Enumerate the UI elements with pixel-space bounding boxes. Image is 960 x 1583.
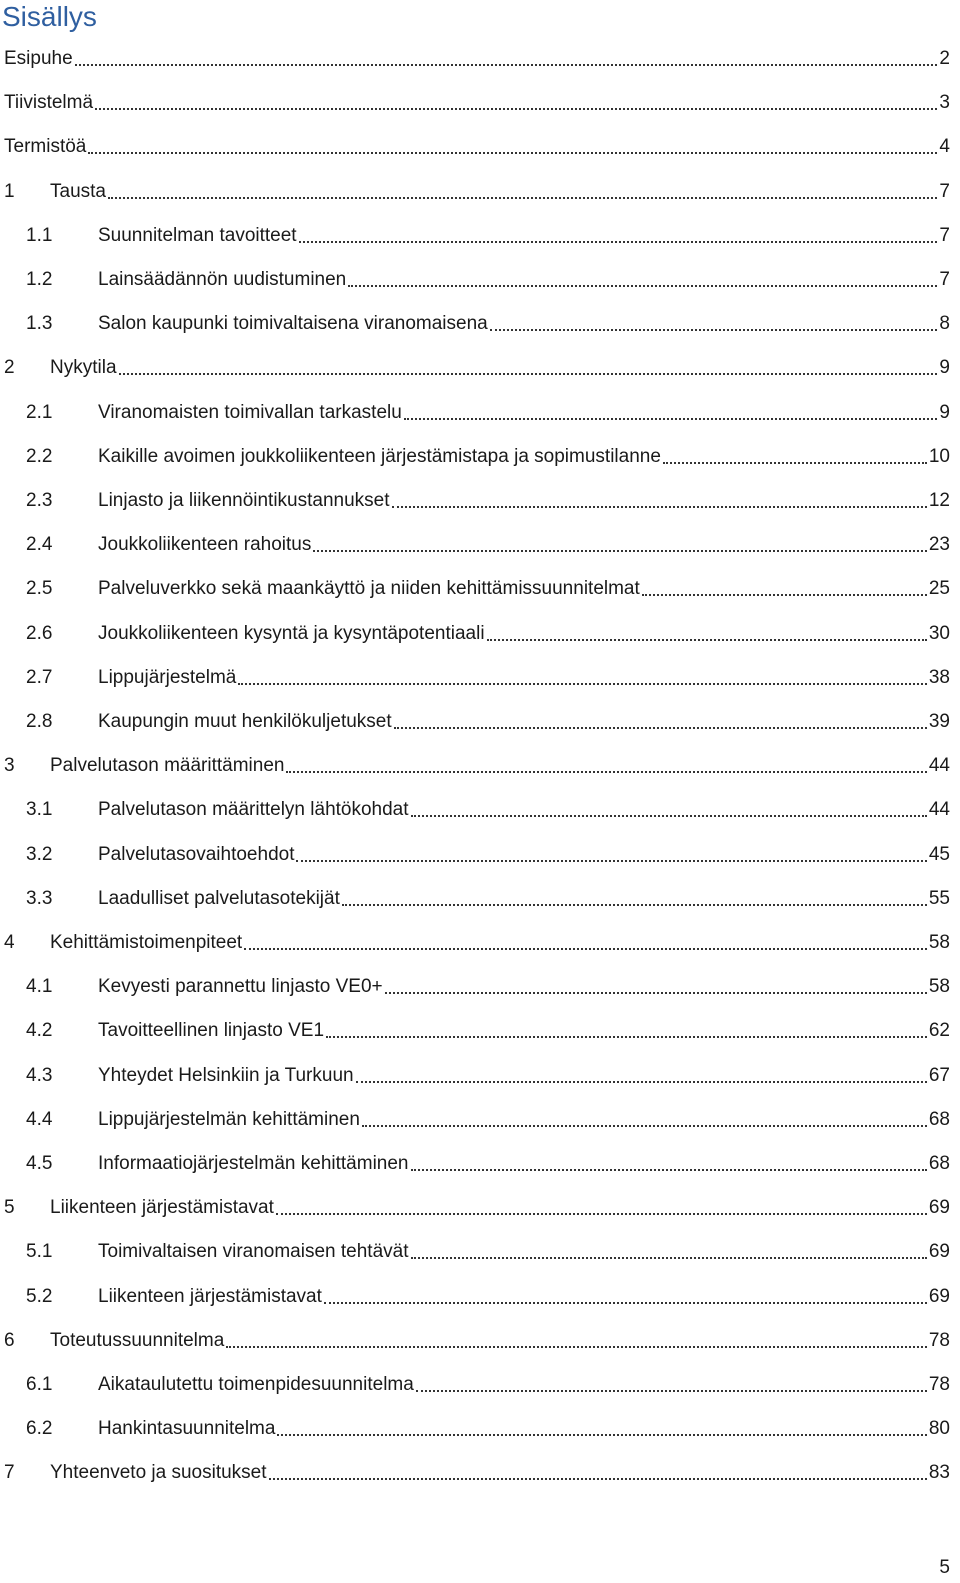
toc-entry-number: 2.4: [26, 534, 53, 556]
toc-entry-title: Liikenteen järjestämistavat: [98, 1285, 322, 1307]
toc-entry-page: 44: [928, 755, 950, 777]
toc-entry[interactable]: [0, 219, 960, 253]
toc-entry-number: 4.5: [26, 1153, 53, 1174]
toc-entry[interactable]: [0, 440, 960, 474]
dot-leader: [286, 754, 926, 778]
dot-leader: [342, 887, 927, 911]
toc-entry-number: 1.3: [26, 313, 53, 335]
dot-leader: [313, 533, 927, 557]
toc-entry-title: Hankintasuunnitelma: [98, 1418, 276, 1440]
toc-entry-page: 23: [928, 534, 950, 556]
toc-entry-page: 62: [928, 1020, 950, 1042]
toc-entry-number: 5.2: [26, 1285, 53, 1307]
toc-entry-page: 58: [928, 932, 950, 953]
dot-leader: [326, 1019, 927, 1043]
dot-leader: [95, 91, 937, 115]
toc-entry-page: 25: [928, 578, 950, 600]
dot-leader: [362, 1108, 927, 1132]
dot-leader: [276, 1196, 927, 1220]
dot-leader: [356, 1064, 927, 1088]
toc-entry[interactable]: [0, 838, 960, 872]
toc-entry-number: 1.2: [26, 269, 53, 290]
toc-entry[interactable]: [0, 1103, 960, 1137]
toc-entry-title: Joukkoliikenteen rahoitus: [98, 534, 312, 556]
dot-leader: [108, 180, 937, 204]
dot-leader: [226, 1329, 927, 1353]
toc-entry[interactable]: [0, 970, 960, 1004]
toc-entry[interactable]: [0, 617, 960, 651]
toc-entry[interactable]: [0, 484, 960, 518]
dot-leader: [487, 622, 927, 646]
toc-entry-page: 7: [939, 269, 950, 290]
dot-leader: [411, 798, 927, 822]
toc-entry-number: 4.1: [26, 976, 53, 998]
toc-entry[interactable]: [0, 1324, 960, 1358]
toc-entry-title: Esipuhe: [4, 48, 73, 69]
toc-entry-page: 2: [939, 48, 950, 69]
toc-entry-title: Aikataulutettu toimenpidesuunnitelma: [98, 1374, 414, 1395]
dot-leader: [411, 1152, 927, 1176]
toc-entry-page: 78: [928, 1329, 950, 1351]
toc-entry-number: 6.1: [26, 1374, 53, 1395]
toc-entry-number: 3.2: [26, 843, 53, 865]
dot-leader: [269, 1461, 927, 1485]
toc-entry-page: 9: [939, 357, 950, 379]
toc-entry[interactable]: [0, 749, 960, 783]
toc-entry-page: 30: [928, 622, 950, 644]
toc-entry[interactable]: [0, 661, 960, 695]
toc-entry-number: 6: [4, 1329, 15, 1351]
toc-entry-title: Lippujärjestelmä: [98, 666, 237, 688]
toc-entry-number: 6.2: [26, 1418, 53, 1440]
toc-entry-page: 38: [928, 666, 950, 688]
toc-entry-title: Salon kaupunki toimivaltaisena viranomaisena: [98, 313, 488, 335]
toc-entry-page: 78: [928, 1374, 950, 1395]
toc-entry-number: 3.1: [26, 799, 53, 821]
dot-leader: [663, 445, 927, 469]
toc-entry-page: 9: [939, 401, 950, 423]
toc-entry-title: Lainsäädännön uudistuminen: [98, 269, 347, 290]
toc-entry[interactable]: [0, 1368, 960, 1402]
toc-entry-page: 8: [939, 313, 950, 335]
toc-entry[interactable]: [0, 1059, 960, 1093]
toc-entry[interactable]: [0, 1191, 960, 1225]
toc-entry[interactable]: [0, 42, 960, 76]
toc-entry-page: 12: [928, 490, 950, 511]
toc-entry-number: 3: [4, 755, 15, 777]
dot-leader: [394, 710, 927, 734]
toc-entry-title: Liikenteen järjestämistavat: [50, 1197, 274, 1219]
dot-leader: [392, 489, 927, 513]
toc-entry[interactable]: [0, 175, 960, 209]
toc-entry-page: 45: [928, 843, 950, 865]
toc-entry-number: 7: [4, 1462, 15, 1484]
toc-entry[interactable]: [0, 926, 960, 960]
toc-entry-title: Nykytila: [50, 357, 117, 379]
toc-entry[interactable]: [0, 263, 960, 297]
toc-entry-title: Joukkoliikenteen kysyntä ja kysyntäpotentiaali: [98, 622, 485, 644]
toc-entry-number: 2.3: [26, 490, 53, 511]
toc-entry[interactable]: [0, 86, 960, 120]
toc-entry-page: 39: [928, 711, 950, 732]
toc-entry-page: 7: [939, 224, 950, 246]
toc-entry-number: 2.8: [26, 711, 53, 732]
toc-entry-page: 58: [928, 976, 950, 998]
dot-leader: [411, 1240, 927, 1264]
toc-entry-number: 4: [4, 932, 15, 953]
toc-entry-page: 83: [928, 1462, 950, 1484]
toc-entry[interactable]: [0, 351, 960, 385]
dot-leader: [385, 975, 927, 999]
dot-leader: [119, 356, 938, 380]
toc-entry-page: 44: [928, 799, 950, 821]
dot-leader: [88, 135, 937, 159]
toc-entry-number: 1: [4, 180, 15, 202]
toc-entry[interactable]: [0, 1147, 960, 1181]
toc-entry[interactable]: [0, 396, 960, 430]
page-title: Sisällys: [2, 1, 97, 32]
toc-entry[interactable]: [0, 1235, 960, 1269]
toc-entry-page: 80: [928, 1418, 950, 1440]
toc-entry-title: Tiivistelmä: [4, 92, 94, 114]
toc-entry-number: 2.7: [26, 666, 53, 688]
toc-entry-title: Laadulliset palvelutasotekijät: [98, 887, 340, 909]
toc-entry-title: Tausta: [50, 180, 106, 202]
dot-leader: [490, 312, 938, 336]
dot-leader: [348, 268, 937, 292]
toc-entry[interactable]: [0, 130, 960, 164]
page-number: 5: [939, 1557, 950, 1578]
toc-entry-title: Palvelutason määrittäminen: [50, 755, 285, 777]
toc-entry-title: Palveluverkko sekä maankäyttö ja niiden kehittämissuunnitelmat: [98, 578, 640, 600]
toc-entry-page: 67: [928, 1064, 950, 1086]
toc-entry-title: Palvelutasovaihtoehdot: [98, 843, 295, 865]
toc-entry-page: 69: [928, 1197, 950, 1219]
dot-leader: [642, 577, 927, 601]
toc-entry-page: 3: [939, 92, 950, 114]
dot-leader: [238, 666, 927, 690]
toc-entry-title: Linjasto ja liikennöintikustannukset: [98, 490, 390, 511]
toc-entry[interactable]: [0, 307, 960, 341]
toc-entry-number: 2: [4, 357, 15, 379]
toc-entry[interactable]: [0, 1280, 960, 1314]
toc-entry[interactable]: [0, 1456, 960, 1490]
toc-entry-title: Toimivaltaisen viranomaisen tehtävät: [98, 1241, 409, 1263]
dot-leader: [277, 1417, 926, 1441]
dot-leader: [244, 931, 927, 955]
toc-entry[interactable]: [0, 1014, 960, 1048]
toc-entry-page: 55: [928, 887, 950, 909]
toc-entry-title: Kehittämistoimenpiteet: [50, 932, 243, 953]
toc-entry[interactable]: [0, 572, 960, 606]
toc-entry-number: 5.1: [26, 1241, 53, 1263]
toc-entry-title: Yhteydet Helsinkiin ja Turkuun: [98, 1064, 354, 1086]
toc-entry[interactable]: [0, 793, 960, 827]
dot-leader: [404, 401, 938, 425]
toc-entry-title: Kaikille avoimen joukkoliikenteen järjestämistapa ja sopimustilanne: [98, 445, 661, 467]
toc-entry-page: 69: [928, 1285, 950, 1307]
toc-entry[interactable]: [0, 1412, 960, 1446]
toc-entry-title: Viranomaisten toimivallan tarkastelu: [98, 401, 402, 423]
toc-entry-page: 68: [928, 1108, 950, 1130]
toc-entry-page: 68: [928, 1153, 950, 1174]
dot-leader: [75, 47, 938, 71]
toc-entry-number: 2.1: [26, 401, 53, 423]
toc-entry-title: Termistöä: [4, 136, 87, 158]
dot-leader: [296, 843, 926, 867]
dot-leader: [416, 1373, 927, 1397]
toc-entry-number: 1.1: [26, 224, 53, 246]
toc-entry-number: 4.2: [26, 1020, 53, 1042]
toc-entry[interactable]: [0, 705, 960, 739]
toc-entry-title: Yhteenveto ja suositukset: [50, 1462, 267, 1484]
toc-entry-page: 10: [928, 445, 950, 467]
toc-entry-title: Tavoitteellinen linjasto VE1: [98, 1020, 325, 1042]
toc-entry-title: Kaupungin muut henkilökuljetukset: [98, 711, 392, 732]
toc-entry-title: Suunnitelman tavoitteet: [98, 224, 297, 246]
dot-leader: [324, 1285, 927, 1309]
toc-entry-page: 4: [939, 136, 950, 158]
toc-entry[interactable]: [0, 882, 960, 916]
toc-entry-number: 2.5: [26, 578, 53, 600]
toc-entry-title: Toteutussuunnitelma: [50, 1329, 225, 1351]
toc-entry-title: Lippujärjestelmän kehittäminen: [98, 1108, 360, 1130]
toc-entry-page: 7: [939, 180, 950, 202]
toc-entry-number: 5: [4, 1197, 15, 1219]
toc-entry-number: 2.6: [26, 622, 53, 644]
toc-entry-title: Informaatiojärjestelmän kehittäminen: [98, 1153, 409, 1174]
toc-entry[interactable]: [0, 528, 960, 562]
toc-entry-page: 69: [928, 1241, 950, 1263]
toc-entry-title: Palvelutason määrittelyn lähtökohdat: [98, 799, 409, 821]
toc-entry-title: Kevyesti parannettu linjasto VE0+: [98, 976, 383, 998]
toc-entry-number: 3.3: [26, 887, 53, 909]
toc-entry-number: 4.4: [26, 1108, 53, 1130]
dot-leader: [299, 224, 938, 248]
toc-entry-number: 4.3: [26, 1064, 53, 1086]
toc-entry-number: 2.2: [26, 445, 53, 467]
